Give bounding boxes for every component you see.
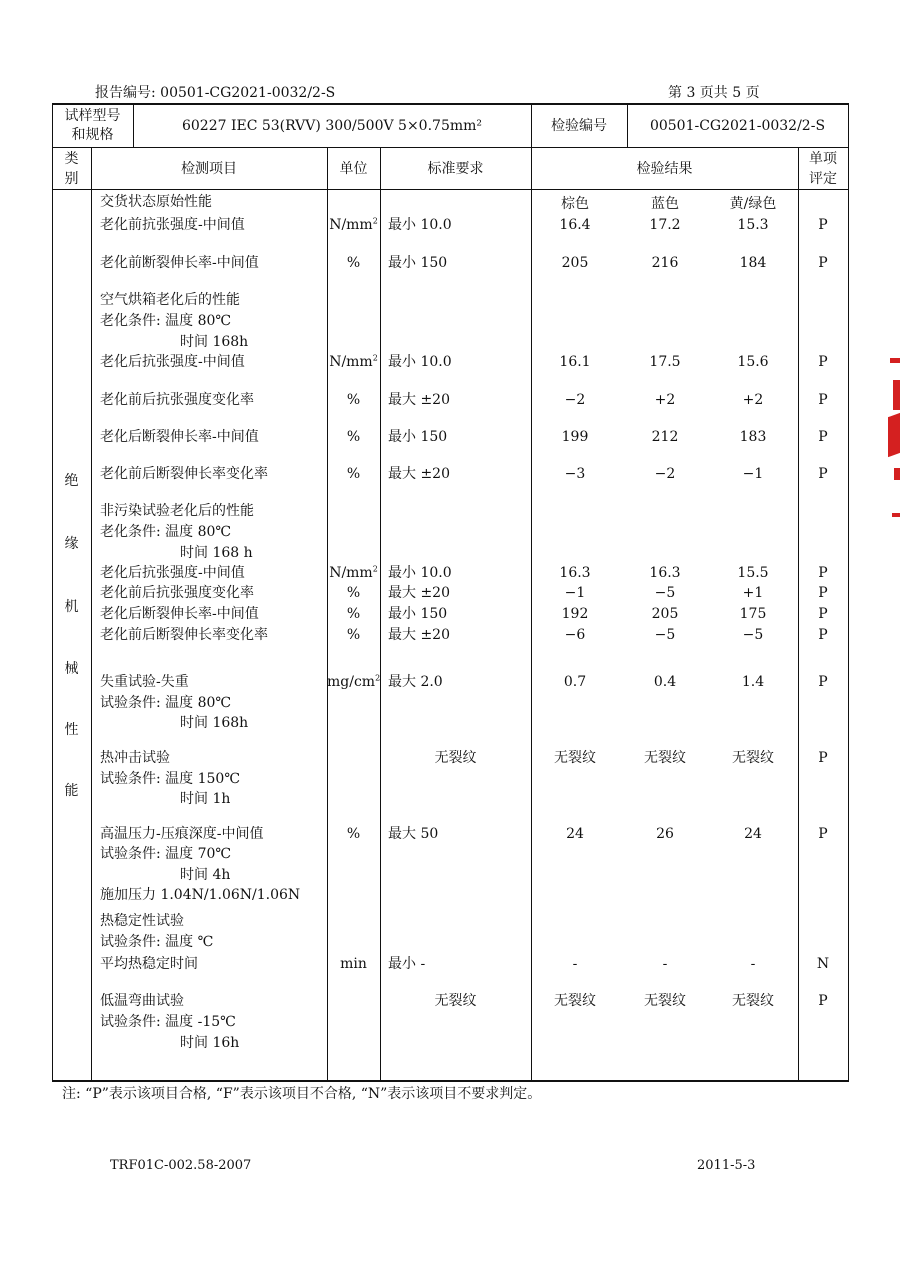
row-unit: % — [346, 627, 361, 643]
color-header-yellow-green: 黄/绿色 — [729, 196, 777, 212]
requirement-header: 标准要求 — [427, 161, 484, 177]
row-requirement: 最大 ±20 — [388, 585, 450, 601]
row-judgement: P — [818, 354, 828, 370]
row-result-yellow-green: 175 — [739, 606, 767, 622]
row-result-yellow-green: 15.6 — [737, 354, 769, 370]
row-item: 交货状态原始性能 — [100, 194, 212, 210]
row-result-yellow-green: 184 — [739, 255, 767, 271]
row-result-yellow-green: - — [750, 956, 756, 972]
row-result-blue: 无裂纹 — [644, 993, 686, 1009]
item-header: 检测项目 — [181, 161, 237, 177]
row-item: 时间 168h — [180, 715, 249, 731]
row-item: 老化前抗张强度-中间值 — [100, 217, 245, 233]
row-requirement: 最小 150 — [388, 429, 448, 445]
model-label-line2: 和规格 — [71, 127, 114, 143]
row-item: 低温弯曲试验 — [100, 993, 184, 1009]
row-item: 平均热稳定时间 — [100, 956, 198, 972]
row-item: 热冲击试验 — [100, 750, 170, 766]
row-judgement: P — [818, 750, 828, 766]
row-item: 老化后抗张强度-中间值 — [100, 354, 245, 370]
row-unit: % — [346, 826, 361, 842]
form-number: TRF01C-002.58-2007 — [110, 1158, 252, 1173]
row-result-yellow-green: 1.4 — [741, 674, 765, 690]
row-result-blue: - — [662, 956, 668, 972]
row-item: 时间 16h — [180, 1035, 240, 1051]
row-judgement: P — [818, 826, 828, 842]
row-result-brown: 16.3 — [559, 565, 591, 581]
row-result-yellow-green: 183 — [739, 429, 767, 445]
row-requirement: 最小 10.0 — [388, 354, 452, 370]
row-item: 高温压力-压痕深度-中间值 — [100, 826, 264, 842]
row-item: 时间 168h — [180, 334, 249, 350]
row-judgement: P — [818, 627, 828, 643]
row-result-blue: 16.3 — [649, 565, 681, 581]
row-item: 老化后抗张强度-中间值 — [100, 565, 245, 581]
issue-date: 2011-5-3 — [697, 1158, 756, 1173]
row-unit: $mg/cm^2$ — [327, 673, 381, 690]
row-result-yellow-green: 24 — [744, 826, 762, 842]
row-result-yellow-green: 无裂纹 — [732, 750, 774, 766]
color-header-blue: 蓝色 — [651, 196, 679, 212]
row-requirement: 无裂纹 — [434, 750, 477, 766]
row-requirement: 最小 10.0 — [388, 565, 452, 581]
row-judgement: P — [818, 429, 828, 445]
row-unit: $N/mm^2$ — [329, 216, 378, 233]
row-judgement: N — [816, 956, 830, 972]
judgement-header-line2: 评定 — [809, 171, 837, 187]
row-item: 非污染试验老化后的性能 — [100, 503, 254, 519]
row-unit: % — [346, 585, 361, 601]
row-result-brown: 16.1 — [559, 354, 591, 370]
category-char: 绝 — [64, 473, 79, 489]
row-item: 失重试验-失重 — [100, 674, 189, 690]
row-result-blue: 17.5 — [649, 354, 681, 370]
row-unit: $N/mm^2$ — [329, 564, 378, 581]
category-char: 缘 — [64, 536, 79, 552]
row-requirement: 最大 50 — [388, 826, 439, 842]
row-judgement: P — [818, 255, 828, 271]
row-item: 试验条件: 温度 80℃ — [100, 695, 232, 711]
row-unit: % — [346, 466, 361, 482]
row-unit: % — [346, 606, 361, 622]
row-item: 老化条件: 温度 80℃ — [100, 524, 232, 540]
inspection-number-label: 检验编号 — [551, 118, 607, 134]
row-item: 时间 1h — [180, 791, 231, 807]
row-result-brown: −3 — [564, 466, 586, 482]
page-indicator: 第 3 页共 5 页 — [668, 85, 760, 101]
row-result-yellow-green: +2 — [742, 392, 764, 408]
row-unit: $N/mm^2$ — [329, 353, 378, 370]
row-result-yellow-green: 15.3 — [737, 217, 769, 233]
row-item: 试验条件: 温度 ℃ — [100, 934, 214, 950]
row-requirement: 无裂纹 — [434, 993, 477, 1009]
row-result-brown: 192 — [561, 606, 589, 622]
category-char: 性 — [64, 722, 79, 738]
row-result-yellow-green: −1 — [742, 466, 764, 482]
category-header-line2: 别 — [64, 171, 79, 187]
row-item: 老化前后断裂伸长率变化率 — [100, 466, 268, 482]
row-requirement: 最小 150 — [388, 606, 448, 622]
unit-header: 单位 — [339, 161, 368, 177]
category-char: 能 — [64, 783, 79, 799]
row-requirement: 最小 10.0 — [388, 217, 452, 233]
row-result-brown: −6 — [564, 627, 586, 643]
row-item: 时间 168 h — [180, 545, 253, 561]
color-header-brown: 棕色 — [561, 196, 589, 212]
row-judgement: P — [818, 606, 828, 622]
row-requirement: 最小 - — [388, 956, 426, 972]
row-item: 老化后断裂伸长率-中间值 — [100, 429, 259, 445]
result-header: 检验结果 — [636, 161, 693, 177]
category-header-line1: 类 — [64, 151, 79, 167]
row-item: 施加压力 1.04N/1.06N/1.06N — [100, 887, 301, 903]
row-result-yellow-green: 无裂纹 — [732, 993, 774, 1009]
row-result-brown: 16.4 — [559, 217, 591, 233]
row-result-brown: −1 — [564, 585, 586, 601]
row-judgement: P — [818, 392, 828, 408]
row-result-blue: −2 — [654, 466, 676, 482]
row-requirement: 最小 150 — [388, 255, 448, 271]
row-item: 空气烘箱老化后的性能 — [100, 292, 240, 308]
row-result-brown: 无裂纹 — [554, 993, 596, 1009]
row-judgement: P — [818, 565, 828, 581]
judgement-header-line1: 单项 — [809, 151, 837, 167]
row-result-yellow-green: −5 — [742, 627, 764, 643]
row-item: 老化前后断裂伸长率变化率 — [100, 627, 268, 643]
row-judgement: P — [818, 993, 828, 1009]
row-item: 试验条件: 温度 70℃ — [100, 846, 232, 862]
row-result-blue: 0.4 — [653, 674, 677, 690]
row-item: 老化前后抗张强度变化率 — [100, 392, 254, 408]
row-result-brown: 24 — [566, 826, 584, 842]
row-result-brown: 0.7 — [563, 674, 587, 690]
row-result-brown: 205 — [561, 255, 589, 271]
category-char: 机 — [64, 599, 79, 615]
row-item: 老化后断裂伸长率-中间值 — [100, 606, 259, 622]
row-item: 老化前断裂伸长率-中间值 — [100, 255, 259, 271]
row-result-blue: 212 — [651, 429, 679, 445]
row-result-brown: 无裂纹 — [554, 750, 596, 766]
row-requirement: 最大 ±20 — [388, 392, 450, 408]
row-result-yellow-green: +1 — [742, 585, 764, 601]
row-unit: % — [346, 255, 361, 271]
category-char: 械 — [64, 661, 79, 677]
model-label-line1: 试样型号 — [64, 108, 121, 124]
row-result-blue: 17.2 — [649, 217, 681, 233]
row-result-brown: - — [572, 956, 578, 972]
row-item: 试验条件: 温度 -15℃ — [100, 1014, 236, 1030]
row-unit: % — [346, 429, 361, 445]
row-judgement: P — [818, 585, 828, 601]
note: 注: “P”表示该项目合格, “F”表示该项目不合格, “N”表示该项目不要求判定。 — [62, 1086, 542, 1102]
row-result-brown: −2 — [564, 392, 586, 408]
row-unit: min — [340, 956, 367, 972]
report-number: 报告编号: 00501-CG2021-0032/2-S — [95, 85, 336, 101]
row-result-blue: −5 — [654, 627, 676, 643]
row-result-blue: 205 — [651, 606, 679, 622]
row-item: 热稳定性试验 — [100, 913, 184, 929]
row-result-blue: −5 — [654, 585, 676, 601]
row-requirement: 最大 ±20 — [388, 466, 450, 482]
row-judgement: P — [818, 466, 828, 482]
model-value: 60227 IEC 53(RVV) 300/500V 5×0.75mm² — [181, 118, 483, 134]
row-judgement: P — [818, 674, 828, 690]
row-result-blue: 216 — [651, 255, 679, 271]
row-item: 试验条件: 温度 150℃ — [100, 771, 240, 787]
inspection-number-value: 00501-CG2021-0032/2-S — [649, 118, 826, 134]
row-result-blue: +2 — [654, 392, 676, 408]
row-result-yellow-green: 15.5 — [737, 565, 769, 581]
row-item: 老化条件: 温度 80℃ — [100, 313, 232, 329]
row-requirement: 最大 2.0 — [388, 674, 443, 690]
row-result-blue: 无裂纹 — [644, 750, 686, 766]
row-judgement: P — [818, 217, 828, 233]
row-result-blue: 26 — [656, 826, 674, 842]
row-unit: % — [346, 392, 361, 408]
row-requirement: 最大 ±20 — [388, 627, 450, 643]
row-item: 老化前后抗张强度变化率 — [100, 585, 254, 601]
row-result-brown: 199 — [561, 429, 589, 445]
row-item: 时间 4h — [180, 867, 231, 883]
